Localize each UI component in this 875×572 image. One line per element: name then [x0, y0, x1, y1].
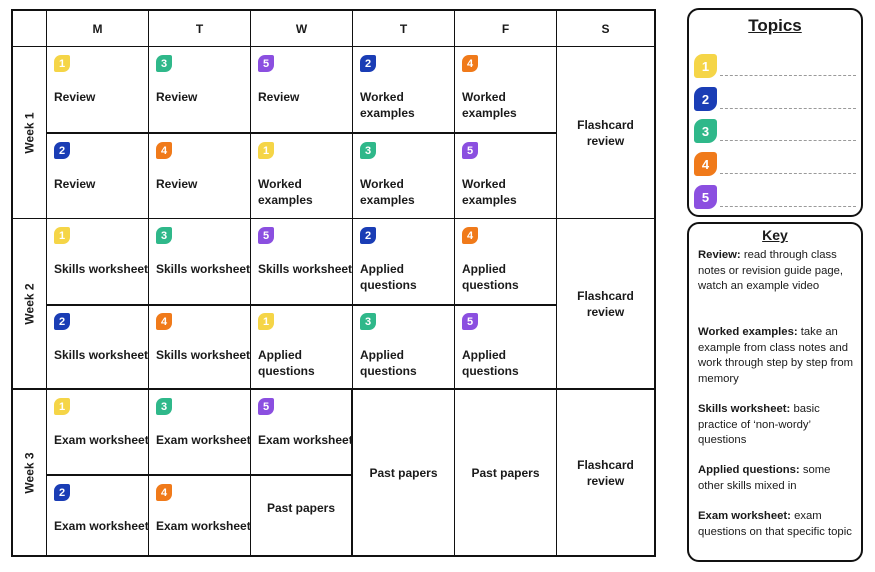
key-entry-applied-questions [698, 463, 854, 494]
topic-1-badge-icon: 1 [694, 54, 717, 78]
key-desc: basic practice of ‘non-wordy’ questions [698, 403, 820, 446]
week-label-3 [13, 390, 47, 555]
key-desc: exam questions on that specific topic [698, 510, 852, 538]
key-term: Review: [698, 249, 741, 261]
day-header-monday: M [92, 22, 103, 36]
task-text: Review [258, 90, 300, 104]
key-entry-worked-examples [698, 325, 854, 387]
flashcard-review-week1: Flashcard review [577, 117, 634, 148]
day-header-tuesday: T [195, 22, 204, 36]
task-text: Applied questions [258, 348, 315, 378]
topic-name-line [720, 173, 856, 174]
topic-5-badge-icon: 5 [694, 185, 717, 209]
topic-4-badge-icon: 4 [462, 227, 478, 244]
task-text: Exam worksheet [258, 433, 353, 447]
topic-5-badge-icon: 5 [258, 398, 274, 415]
topic-5-badge-icon: 5 [462, 142, 478, 159]
topic-4-badge-icon: 4 [156, 313, 172, 330]
key-panel [687, 222, 863, 562]
task-text: Worked examples [462, 90, 517, 120]
topic-name-line [720, 75, 856, 76]
topics-title: Topics [748, 16, 802, 35]
revision-timetable [11, 9, 656, 557]
task-text: Review [156, 177, 198, 191]
past-papers-wednesday: Past papers [266, 501, 336, 515]
task-text: Review [54, 177, 96, 191]
topic-row-5 [694, 185, 856, 209]
past-papers-friday: Past papers [471, 465, 540, 480]
task-text: Skills worksheet [156, 262, 251, 276]
week-label-1 [13, 47, 47, 218]
day-header-saturday: S [601, 22, 610, 36]
week-label-text: Week 3 [23, 451, 38, 494]
task-text: Review [54, 90, 96, 104]
topic-row-1 [694, 54, 856, 78]
topic-name-line [720, 140, 856, 141]
key-entry-review [698, 248, 854, 295]
topic-3-badge-icon: 3 [360, 313, 376, 330]
task-text: Worked examples [462, 177, 517, 207]
topic-name-line [720, 108, 856, 109]
task-text: Exam worksheet [54, 433, 149, 447]
task-text: Exam worksheet [54, 519, 149, 533]
flashcard-review-week3: Flashcard review [577, 457, 634, 488]
topic-3-badge-icon: 3 [694, 119, 717, 143]
topic-2-badge-icon: 2 [360, 55, 376, 72]
day-header-thursday: T [399, 22, 408, 36]
topic-1-badge-icon: 1 [258, 313, 274, 330]
task-text: Skills worksheet [54, 348, 149, 362]
topic-4-badge-icon: 4 [694, 152, 717, 176]
week-label-text: Week 1 [23, 111, 38, 154]
topics-panel [687, 8, 863, 217]
grid-line-thick [46, 132, 556, 134]
topic-3-badge-icon: 3 [156, 55, 172, 72]
key-term: Applied questions: [698, 464, 800, 476]
topic-name-line [720, 206, 856, 207]
key-desc: take an example from class notes and work through step by step from memory [698, 326, 854, 385]
topic-3-badge-icon: 3 [156, 227, 172, 244]
topic-5-badge-icon: 5 [462, 313, 478, 330]
topic-2-badge-icon: 2 [54, 313, 70, 330]
task-text: Skills worksheet [156, 348, 251, 362]
topic-2-badge-icon: 2 [54, 484, 70, 501]
task-text: Applied questions [462, 348, 519, 378]
topic-4-badge-icon: 4 [156, 484, 172, 501]
topic-3-badge-icon: 3 [156, 398, 172, 415]
topic-1-badge-icon: 1 [54, 55, 70, 72]
topic-2-badge-icon: 2 [54, 142, 70, 159]
past-papers-thursday: Past papers [369, 465, 438, 480]
key-desc: read through class notes or revision guide page, watch an example video [698, 249, 844, 292]
key-term: Skills worksheet: [698, 403, 791, 415]
topic-row-3 [694, 119, 856, 143]
grid-line-thick [46, 304, 556, 306]
topic-row-2 [694, 87, 856, 111]
topic-1-badge-icon: 1 [54, 227, 70, 244]
task-text: Exam worksheet [156, 519, 251, 533]
key-entry-exam-worksheet [698, 509, 854, 540]
key-term: Exam worksheet: [698, 510, 791, 522]
topic-2-badge-icon: 2 [694, 87, 717, 111]
day-header-wednesday: W [295, 22, 308, 36]
topic-5-badge-icon: 5 [258, 227, 274, 244]
topic-1-badge-icon: 1 [54, 398, 70, 415]
task-text: Applied questions [360, 262, 417, 292]
topic-5-badge-icon: 5 [258, 55, 274, 72]
topic-row-4 [694, 152, 856, 176]
key-entry-skills-worksheet [698, 402, 854, 449]
topic-4-badge-icon: 4 [156, 142, 172, 159]
key-term: Worked examples: [698, 326, 798, 338]
flashcard-review-week2: Flashcard review [577, 288, 634, 319]
week-label-text: Week 2 [23, 282, 38, 325]
task-text: Worked examples [360, 177, 415, 207]
task-text: Worked examples [360, 90, 415, 120]
task-text: Skills worksheet [54, 262, 149, 276]
key-desc: some other skills mixed in [698, 464, 831, 492]
task-text: Worked examples [258, 177, 313, 207]
week-label-2 [13, 219, 47, 388]
topic-3-badge-icon: 3 [360, 142, 376, 159]
task-text: Applied questions [462, 262, 519, 292]
key-title: Key [762, 227, 788, 243]
topic-2-badge-icon: 2 [360, 227, 376, 244]
day-header-friday: F [501, 22, 510, 36]
task-text: Review [156, 90, 198, 104]
topic-1-badge-icon: 1 [258, 142, 274, 159]
task-text: Exam worksheet [156, 433, 251, 447]
task-text: Applied questions [360, 348, 417, 378]
task-text: Skills worksheet [258, 262, 353, 276]
topic-4-badge-icon: 4 [462, 55, 478, 72]
